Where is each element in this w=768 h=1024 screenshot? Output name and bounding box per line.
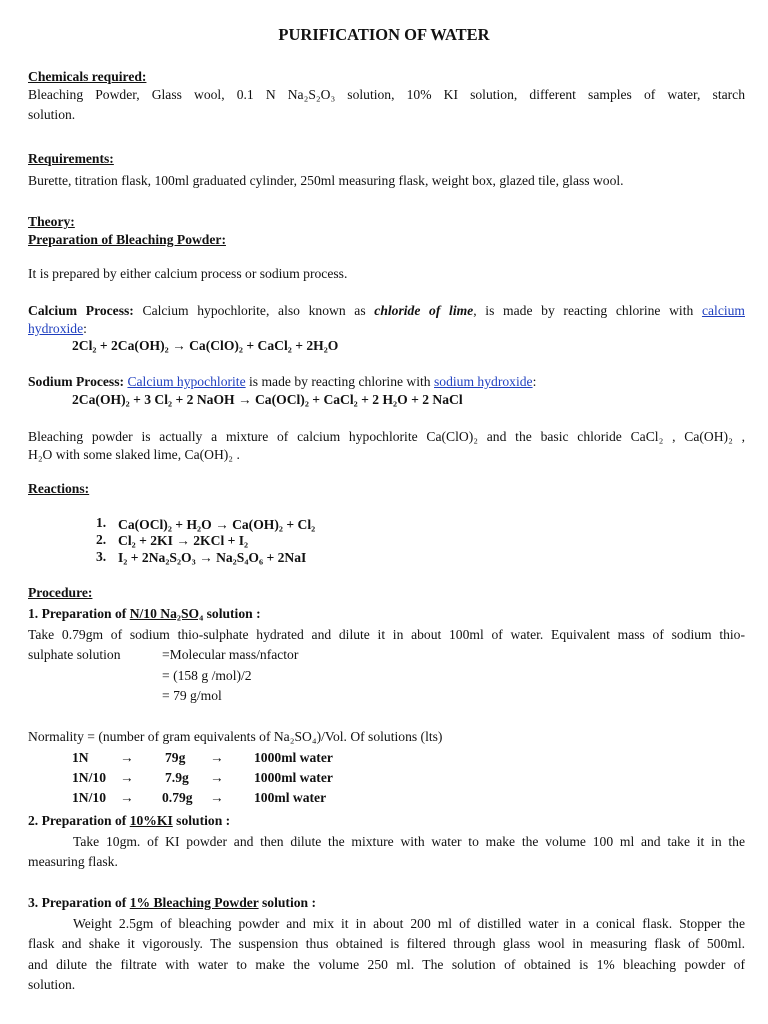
step2-head-b: solution : [172, 813, 231, 828]
table-cell-volume: 1000ml water [254, 750, 333, 765]
chemicals-line-1: Bleaching Powder, Glass wool, 0.1 N Na₂S₂O₃ solution, 10% KI solution, different samples of water, starch [28, 87, 745, 102]
table-cell-normality: 1N/10 [72, 790, 106, 805]
calcium-text-b: , is made by reacting chlorine with [473, 303, 702, 318]
step1-line-2a: sulphate solution [28, 647, 121, 662]
step2-line-2: measuring flask. [28, 854, 118, 869]
chemicals-line-2: solution. [28, 107, 76, 122]
step3-line-4: solution. [28, 977, 76, 992]
step3-head-a: 3. Preparation of [28, 895, 130, 910]
step3-line-3: and dilute the filtrate with water to make the volume 250 ml. The solution of obtained is 1% bleaching powder of [28, 957, 745, 972]
sodium-text-a: is made by reacting chlorine with [245, 374, 434, 389]
table-cell-normality: 1N/10 [72, 770, 106, 785]
procedure-heading: Procedure: [28, 585, 93, 600]
requirements-heading: Requirements: [28, 151, 114, 166]
step3-head-b: solution : [258, 895, 317, 910]
step1-line-1: Take 0.79gm of sodium thio-sulphate hydrated and dilute it in about 100ml of water. Equivalent mass of sodium thio- [28, 627, 745, 642]
step1-line-4: = 79 g/mol [162, 688, 222, 703]
step3-heading [28, 894, 316, 912]
step1-head-underlined: N/10 Na₂SO₄ [129, 606, 204, 621]
reaction-text: Ca(OCl)₂ + H₂O → Ca(OH)₂ + Cl₂ [118, 517, 316, 532]
theory-subheading: Preparation of Bleaching Powder: [28, 232, 226, 247]
step2-line-1: Take 10gm. of KI powder and then dilute the mixture with water to make the volume 100 ml and take it in the [73, 834, 745, 849]
calcium-process-label: Calcium Process: [28, 303, 134, 318]
page-title: PURIFICATION OF WATER [278, 25, 490, 44]
arrow-icon: → [210, 790, 224, 805]
calcium-process-line [28, 302, 745, 320]
hydroxide-link[interactable]: hydroxide [28, 321, 84, 336]
sodium-hydroxide-link[interactable]: sodium hydroxide [434, 374, 533, 389]
reaction-number: 2. [96, 532, 107, 547]
requirements-line-1: Burette, titration flask, 100ml graduated cylinder, 250ml measuring flask, weight box, glazed tile, glass wool. [28, 173, 624, 188]
reaction-text: I₂ + 2Na₂S₂O₃ → Na₂S₄O₆ + 2NaI [118, 550, 307, 565]
theory-heading: Theory: [28, 214, 75, 229]
step1-head-b: solution : [203, 606, 261, 621]
calcium-colon: : [83, 321, 87, 336]
step2-head-a: 2. Preparation of [28, 813, 130, 828]
step3-line-2: flask and shake it vigorously. The suspension thus obtained is filtered through glass wool in measuring flask of 500ml. [28, 936, 745, 951]
calcium-text-a: Calcium hypochlorite, also known as [133, 303, 375, 318]
calcium-link[interactable]: calcium [701, 303, 745, 318]
step2-head-underlined: 10%KI [129, 813, 173, 828]
sodium-colon: : [532, 374, 537, 389]
calcium-process-line-2 [28, 320, 87, 338]
table-cell-volume: 1000ml water [254, 770, 333, 785]
table-cell-mass: 7.9g [165, 770, 189, 785]
reactions-heading: Reactions: [28, 481, 90, 496]
calcium-equation: 2Cl₂ + 2Ca(OH)₂ → Ca(ClO)₂ + CaCl₂ + 2H₂O [72, 338, 339, 353]
table-cell-volume: 100ml water [254, 790, 327, 805]
reaction-number: 3. [96, 549, 107, 564]
reaction-text: Cl₂ + 2KI → 2KCl + I₂ [118, 533, 249, 548]
arrow-icon: → [210, 750, 224, 765]
theory-intro: It is prepared by either calcium process or sodium process. [28, 266, 348, 281]
arrow-icon: → [120, 790, 134, 805]
chloride-of-lime: chloride of lime [374, 303, 474, 318]
chemicals-heading: Chemicals required: [28, 69, 147, 84]
sodium-process-line [28, 373, 536, 391]
calcium-hypochlorite-link[interactable]: Calcium hypochlorite [127, 374, 246, 389]
sodium-process-label: Sodium Process: [28, 374, 125, 389]
step1-head-a: 1. Preparation of [28, 606, 130, 621]
table-cell-mass: 0.79g [162, 790, 193, 805]
arrow-icon: → [120, 750, 134, 765]
table-cell-mass: 79g [165, 750, 186, 765]
reaction-number: 1. [96, 515, 107, 530]
step1-line-2b: =Molecular mass/nfactor [162, 647, 299, 662]
mixture-line-1: Bleaching powder is actually a mixture of calcium hypochlorite Ca(ClO)₂ and the basic chloride CaCl₂ , Ca(OH)₂ , [28, 429, 745, 444]
normality-line: Normality = (number of gram equivalents of Na₂SO₄)/Vol. Of solutions (lts) [28, 729, 443, 744]
sodium-equation: 2Ca(OH)₂ + 3 Cl₂ + 2 NaOH → Ca(OCl)₂ + CaCl₂ + 2 H₂O + 2 NaCl [72, 392, 463, 407]
step1-heading [28, 605, 261, 623]
step3-line-1: Weight 2.5gm of bleaching powder and mix it in about 200 ml of distilled water in a conical flask. Stopper the [73, 916, 745, 931]
arrow-icon: → [210, 770, 224, 785]
table-cell-normality: 1N [72, 750, 89, 765]
step1-line-3: = (158 g /mol)/2 [162, 668, 252, 683]
step2-heading [28, 812, 230, 830]
mixture-line-2: H₂O with some slaked lime, Ca(OH)₂ . [28, 447, 240, 462]
arrow-icon: → [120, 770, 134, 785]
step3-head-underlined: 1% Bleaching Powder [129, 895, 259, 910]
